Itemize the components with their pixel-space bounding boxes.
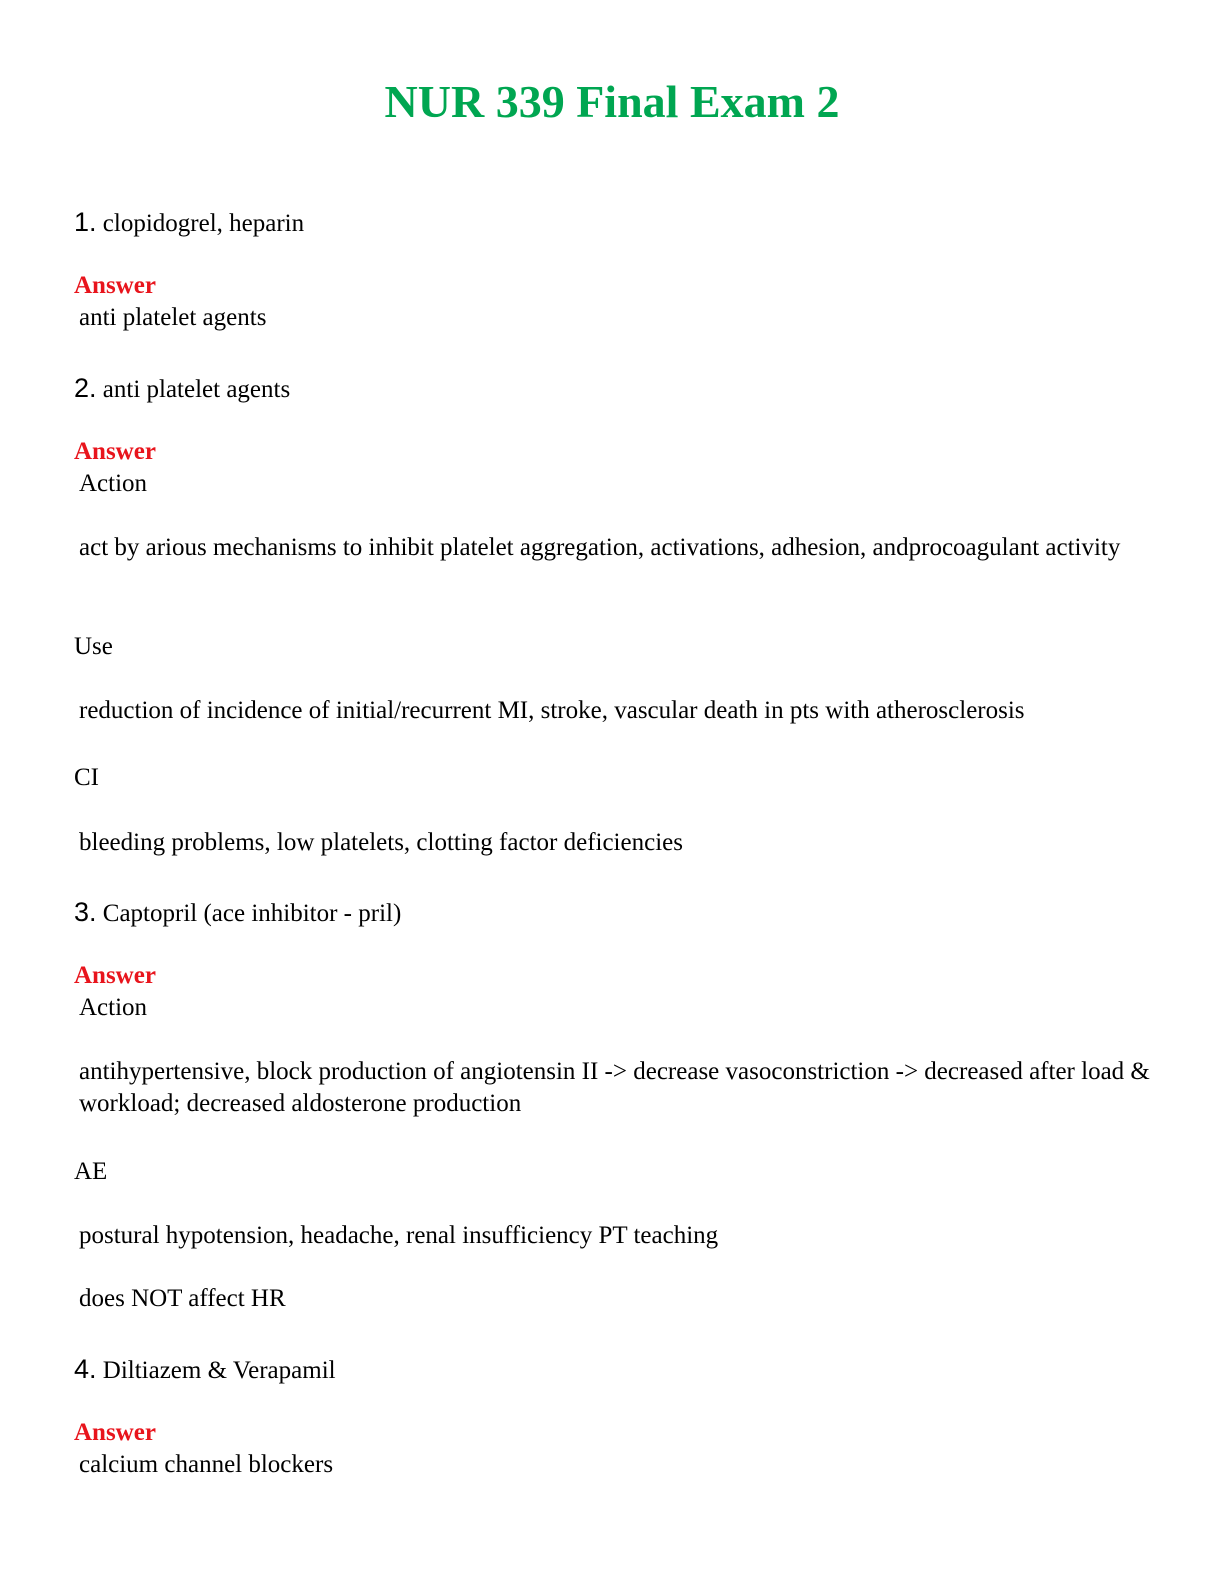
answer-text: act by arious mechanisms to inhibit platelet aggregation, activations, adhesion, andprocoagulant activity (79, 534, 1121, 561)
answer-text: does NOT affect HR (79, 1285, 286, 1312)
question-2 (74, 372, 290, 406)
question-number: 3. (74, 897, 97, 927)
answer-heading-action: Action (79, 994, 148, 1021)
question-4 (74, 1353, 336, 1387)
answer-text: bleeding problems, low platelets, clotting factor deficiencies (79, 829, 683, 856)
question-text: Captopril (ace inhibitor - pril) (102, 900, 402, 927)
answer-label: Answer (74, 1419, 156, 1446)
answer-label: Answer (74, 272, 156, 299)
answer-text: postural hypotension, headache, renal insufficiency PT teaching (79, 1222, 719, 1249)
answer-text: anti platelet agents (79, 304, 267, 331)
answer-text: calcium channel blockers (79, 1451, 334, 1478)
page-title: NUR 339 Final Exam 2 (384, 76, 840, 127)
question-3 (74, 896, 401, 930)
answer-heading-use: Use (74, 633, 113, 660)
answer-heading-ci: CI (74, 764, 99, 791)
answer-heading-ae: AE (74, 1158, 108, 1185)
answer-text: reduction of incidence of initial/recurrent MI, stroke, vascular death in pts with atherosclerosis (79, 697, 1025, 724)
question-number: 2. (74, 373, 97, 403)
answer-text: antihypertensive, block production of angiotensin II -> decrease vasoconstriction -> decreased after load & workload; decreased aldosterone production (79, 1058, 1150, 1117)
answer-heading-action: Action (79, 470, 148, 497)
question-text: clopidogrel, heparin (102, 210, 305, 237)
question-number: 1. (74, 207, 97, 237)
answer-label: Answer (74, 438, 156, 465)
question-text: anti platelet agents (102, 376, 291, 403)
question-number: 4. (74, 1354, 97, 1384)
question-1 (74, 206, 304, 240)
answer-label: Answer (74, 962, 156, 989)
question-text: Diltiazem & Verapamil (102, 1357, 336, 1384)
